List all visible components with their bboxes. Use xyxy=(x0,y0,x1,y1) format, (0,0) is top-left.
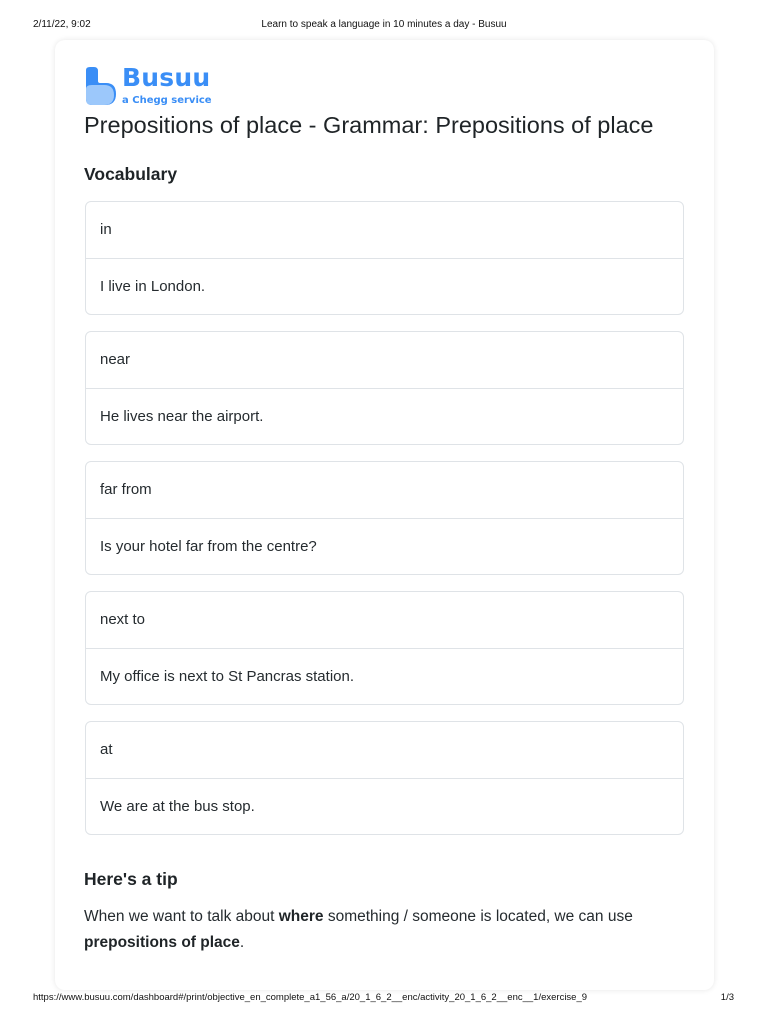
vocab-term: in xyxy=(100,221,112,238)
tip-text-part: something / someone is located, we can use xyxy=(323,908,633,925)
chegg-tagline: a Chegg service xyxy=(122,95,212,106)
print-footer xyxy=(0,992,768,1006)
vocab-example: We are at the bus stop. xyxy=(86,778,683,834)
tip-text-part: When we want to talk about xyxy=(84,908,279,925)
vocab-item xyxy=(85,461,684,575)
busuu-wordmark: Busuu xyxy=(122,63,211,92)
print-header xyxy=(0,19,768,33)
vocab-example: He lives near the airport. xyxy=(86,388,683,444)
tip-emphasis-prepositions: prepositions of place xyxy=(84,934,240,951)
vocab-example: I live in London. xyxy=(86,258,683,314)
vocab-item xyxy=(85,201,684,315)
tip-emphasis-where: where xyxy=(278,908,324,925)
vocab-example: My office is next to St Pancras station. xyxy=(86,648,683,704)
print-page-number: 1/3 xyxy=(720,992,734,1003)
vocab-item xyxy=(85,331,684,445)
print-url: https://www.busuu.com/dashboard#/print/objective_en_complete_a1_56_a/20_1_6_2__enc/activity_20_1_6_2__enc__1/exercise_9 xyxy=(33,992,588,1003)
tip-text xyxy=(84,904,684,956)
vocab-term: at xyxy=(100,741,113,758)
tip-heading: Here's a tip xyxy=(84,869,178,889)
busuu-logo-icon xyxy=(84,67,116,105)
vocabulary-list xyxy=(85,201,684,851)
print-page-title: Learn to speak a language in 10 minutes a day - Busuu xyxy=(261,19,507,30)
vocab-item xyxy=(85,721,684,835)
vocab-example: Is your hotel far from the centre? xyxy=(86,518,683,574)
vocab-term: near xyxy=(100,351,131,368)
tip-text-part: . xyxy=(239,934,245,951)
vocab-term: next to xyxy=(100,611,146,628)
vocab-term: far from xyxy=(100,481,152,498)
page-title: Prepositions of place - Grammar: Prepositions of place xyxy=(84,112,654,138)
vocab-item xyxy=(85,591,684,705)
lesson-card xyxy=(55,40,714,990)
busuu-logo[interactable] xyxy=(84,63,244,109)
vocabulary-heading: Vocabulary xyxy=(84,164,178,184)
print-date: 2/11/22, 9:02 xyxy=(33,19,91,30)
